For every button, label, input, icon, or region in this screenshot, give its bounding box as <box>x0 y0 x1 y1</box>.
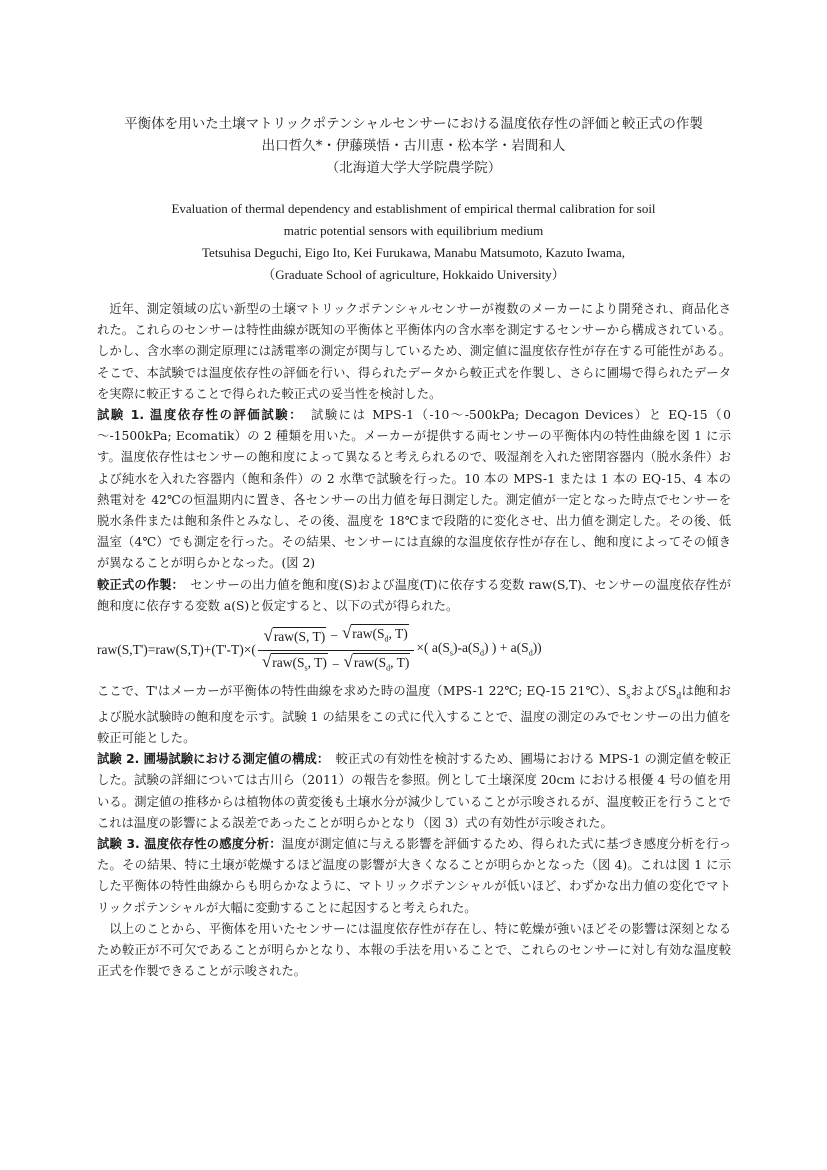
experiment-2-text: 較正式の有効性を検討するため、圃場における MPS-1 の測定値を較正した。試験の詳細については古川ら（2011）の報告を参照。例として土壌深度 20cm における根優 4 号の値を用いる。測定値の推移からは植物体の黄変後も土壌水分が減少していることが示唆されるが、温度較正を行うことでこれは温度の影響による誤差であったことが明らかとなり（図 3）式の有効性が示唆された。 <box>97 752 732 830</box>
calibration-equation <box>97 619 731 681</box>
japanese-title: 平衡体を用いた土壌マトリックポテンシャルセンサーにおける温度依存性の評価と較正式の作製 <box>124 116 703 132</box>
english-title-block <box>60 198 767 286</box>
equation-explanation-paragraph: ここで、T'はメーカーが平衡体の特性曲線を求めた時の温度（MPS-1 22℃; EQ-15 21℃）、$S_s$および$S_d$は飽和および脱水試験時の飽和度を示す。試験 1 の結果をこの式に代入することで、温度の測定のみでセンサーの出力値を較正可能とした。 <box>97 684 731 745</box>
sqrt-symbol: √ raw(S, T) <box>263 625 326 645</box>
intro-paragraph: 近年、測定領域の広い新型の土壌マトリックポテンシャルセンサーが複数のメーカーにより開発され、商品化された。これらのセンサーは特性曲線が既知の平衡体と平衡体内の含水率を測定するセンサーから構成されている。しかし、含水率の測定原理には誘電率の測定が関与しているため、測定値に温度依存性が存在する可能性がある。そこで、本試験では温度依存性の評価を行い、得られたデータから較正式を作製し、さらに圃場で得られたデータを実際に較正することで得られた較正式の妥当性を検討した。 <box>97 302 731 401</box>
equation-lhs: raw(S,T')=raw(S,T)+(T'-T)×( <box>97 642 256 658</box>
calibration-paragraph <box>97 575 731 617</box>
english-title-line2: matric potential sensors with equilibrium medium <box>283 223 544 238</box>
calibration-text: センサーの出力値を飽和度(S)および温度(T)に依存する変数 raw(S,T)、センサーの温度依存性が飽和度に依存する変数 a(S)と仮定すると、以下の式が得られた。 <box>97 577 731 613</box>
experiment-3-text: 温度が測定値に与える影響を評価するため、得られた式に基づき感度分析を行った。その結果、特に土壌が乾燥するほど温度の影響が大きくなることが明らかとなった（図 4)。これは図 1 に示した平衡体の特性曲線からも明らかなように、マトリックポテンシャルが低いほど、わずかな出力値の変化でマトリックポテンシャルが大幅に変動することに起因すると考えられた。 <box>97 836 731 915</box>
experiment-2-paragraph <box>97 749 731 834</box>
fraction-bar <box>258 650 414 651</box>
japanese-authors: 出口哲久*・伊藤瑛悟・古川恵・松本学・岩間和人 <box>261 138 566 154</box>
experiment-2-heading: 試験 2. 圃場試験における測定値の構成： <box>97 752 324 767</box>
sqrt-symbol: √ $raw(S_d$, T) <box>344 653 411 677</box>
equation-fraction <box>258 624 414 676</box>
japanese-affiliation: （北海道大学大学院農学院） <box>325 160 502 176</box>
japanese-title-block <box>60 113 767 179</box>
experiment-3-paragraph <box>97 834 731 919</box>
body-text <box>97 299 731 982</box>
experiment-1-heading: 試験 1. 温度依存性の評価試験： <box>97 408 298 423</box>
sqrt-symbol: √ $raw(S_s$, T) <box>262 653 328 677</box>
experiment-3-heading: 試験 3. 温度依存性の感度分析： <box>97 836 282 851</box>
english-affiliation: （Graduate School of agriculture, Hokkaido University） <box>262 267 565 282</box>
english-authors: Tetsuhisa Deguchi, Eigo Ito, Kei Furukawa, Manabu Matsumoto, Kazuto Iwama, <box>202 245 625 260</box>
calibration-heading: 較正式の作製： <box>97 577 178 592</box>
sqrt-symbol: √ $raw(S_d$, T) <box>342 624 409 648</box>
conclusion-paragraph: 以上のことから、平衡体を用いたセンサーには温度依存性が存在し、特に乾燥が強いほどその影響は深刻となるため較正が不可欠であることが明らかとなり、本報の手法を用いることで、これらのセンサーに対し有効な温度較正式を作製できることが示唆された。 <box>97 921 731 979</box>
english-title-line1: Evaluation of thermal dependency and establishment of empirical thermal calibration for soil <box>171 201 656 216</box>
experiment-1-text: 試験には MPS-1（-10～-500kPa; Decagon Devices）と EQ-15（0～-1500kPa; Ecomatik）の 2 種類を用いた。メーカーが提供する両センサーの平衡体内の特性曲線を図 1 に示す。温度依存性はセンサーの飽和度によって異なると考えられるので、吸湿剤を入れた密閉容器内（脱水条件）および純水を入れた容器内（飽和条件）の 2 水準で試験を行った。10 本の MPS-1 または 1 本の EQ-15、4 本の熱電対を 42℃の恒温期内に置き、各センサーの出力値を毎日測定した。測定値が一定となった時点でセンサーを脱水条件または飽和条件とみなし、その後、温度を 18℃まで段階的に変化させ、出力値を測定した。その後、低温室（4℃）でも測定を行った。その結果、センサーには直線的な温度依存性が存在し、飽和度によってその傾きが異なることが明らかとなった。(図 2) <box>97 408 732 571</box>
equation-numerator: √ raw(S, T) − √ $raw(S_d$, T) <box>259 624 412 648</box>
equation-denominator: √ $raw(S_s$, T) − √ $raw(S_d$, T) <box>258 653 414 677</box>
equation-rhs: ×( $a(S_s)-a(S_d)$ ) + $a(S_d)$) <box>416 639 542 658</box>
experiment-1-paragraph <box>97 405 731 575</box>
